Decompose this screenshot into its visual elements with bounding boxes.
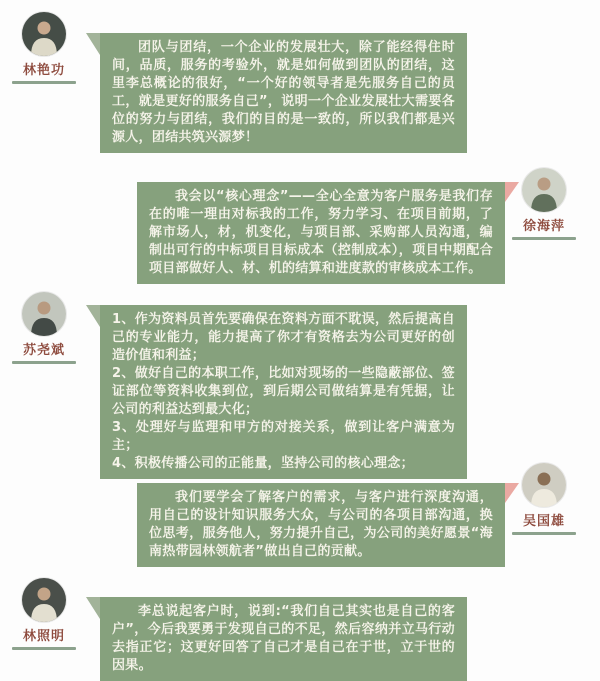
message-paragraph: 我们要学会了解客户的需求，与客户进行深度沟通，用自己的设计知识服务大众，与公司的各项目部沟通，换位思考，服务他人，努力提升自己，为公司的美好愿景“海南热带园林领航者”做出自己的贡献。 bbox=[149, 490, 493, 559]
user-profile bbox=[513, 168, 575, 240]
user-name: 徐海萍 bbox=[522, 219, 565, 234]
user-name: 吴国雄 bbox=[522, 514, 565, 529]
avatar[interactable] bbox=[22, 578, 66, 622]
avatar[interactable] bbox=[522, 168, 566, 212]
user-profile bbox=[13, 292, 75, 364]
bubble-tail-icon bbox=[86, 33, 100, 55]
user-profile bbox=[513, 463, 575, 535]
bubble-tail-icon bbox=[86, 597, 100, 619]
name-underline bbox=[12, 81, 76, 84]
user-profile bbox=[13, 578, 75, 650]
bubble-tail-icon bbox=[86, 305, 100, 327]
avatar[interactable] bbox=[22, 12, 66, 56]
person-icon bbox=[22, 12, 66, 56]
user-profile bbox=[13, 12, 75, 84]
bubble-tail-icon bbox=[505, 483, 519, 503]
message-paragraph: 我会以“核心理念”——全心全意为客户服务是我们存在的唯一理由对标我的工作，努力学习、在项目前期，了解市场人，材，机变化，与项目部、采购部人员沟通，编制出可行的中标项目目标成本（控制成本），项目中期配合项目部做好人、材、机的结算和进度款的审核成本工作。 bbox=[149, 189, 493, 276]
person-icon bbox=[522, 463, 566, 507]
name-underline bbox=[512, 532, 576, 535]
message-paragraph: 1、作为资料员首先要确保在资料方面不耽误，然后提高自己的专业能力，能力提高了你才有资格去为公司更好的创造价值和利益； bbox=[112, 312, 455, 363]
message-paragraph: 3、处理好与监理和甲方的对接关系，做到让客户满意为主； bbox=[112, 420, 455, 453]
bubble-tail-icon bbox=[505, 182, 519, 202]
avatar[interactable] bbox=[22, 292, 66, 336]
message-bubble bbox=[137, 182, 505, 284]
message-paragraph: 李总说起客户时，说到:“我们自己其实也是自己的客户”，今后我要勇于发现自己的不足，然后容纳并立马行动去指正它；这更好回答了自己才是自己在于世，立于世的因果。 bbox=[112, 604, 455, 673]
person-icon bbox=[22, 578, 66, 622]
person-icon bbox=[22, 292, 66, 336]
message-paragraph: 4、积极传播公司的正能量，坚持公司的核心理念； bbox=[112, 456, 414, 471]
message-bubble bbox=[137, 483, 505, 567]
name-underline bbox=[12, 361, 76, 364]
user-name: 苏尧斌 bbox=[22, 343, 65, 358]
message-bubble bbox=[100, 305, 467, 479]
message-paragraph: 2、做好自己的本职工作，比如对现场的一些隐蔽部位、签证部位等资料收集到位，到后期公司做结算是有凭据，让公司的利益达到最大化； bbox=[112, 366, 455, 417]
name-underline bbox=[12, 647, 76, 650]
avatar[interactable] bbox=[522, 463, 566, 507]
name-underline bbox=[512, 237, 576, 240]
message-bubble bbox=[100, 597, 467, 681]
user-name: 林照明 bbox=[22, 629, 65, 644]
message-bubble bbox=[100, 33, 467, 153]
person-icon bbox=[522, 168, 566, 212]
message-paragraph: 团队与团结，一个企业的发展壮大，除了能经得住时间，品质，服务的考验外，就是如何做到团队的团结，这里李总概论的很好，“一个好的领导者是先服务自己的员工，就是更好的服务自己”，说明一个企业发展壮大需要各位的努力与团结，我们的目的是一致的，所以我们都是兴源人，团结共筑兴源梦！ bbox=[112, 40, 455, 145]
user-name: 林艳功 bbox=[22, 63, 65, 78]
